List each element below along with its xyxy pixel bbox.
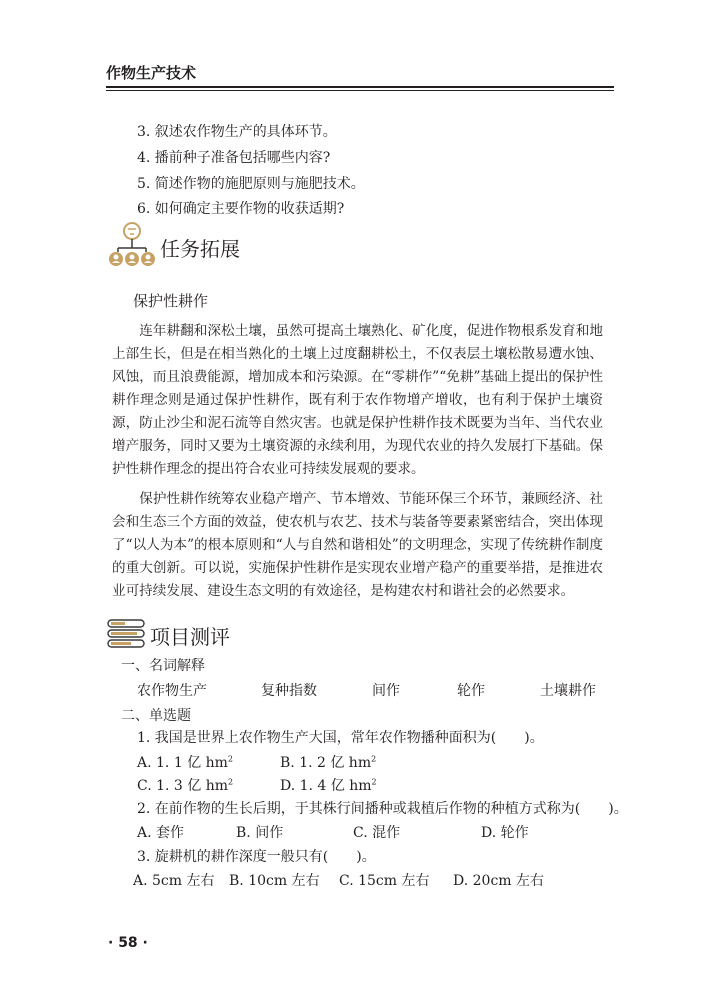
question-stem: 3. 旋耕机的耕作深度一般只有( )。	[137, 849, 376, 865]
article-subtitle: 保护性耕作	[133, 292, 209, 310]
question-item: 3. 叙述农作物生产的具体环节。	[137, 124, 337, 140]
choice-option: C. 混作	[353, 825, 401, 841]
question-stem: 2. 在前作物的生长后期，于其株行间播种或栽植后作物的种植方式称为( )。	[137, 801, 628, 817]
question-item: 5. 简述作物的施肥原则与施肥技术。	[137, 176, 365, 192]
question-item: 6. 如何确定主要作物的收获适期?	[137, 201, 345, 217]
term-list	[137, 680, 607, 700]
choice-option: B. 1. 2 亿 $hm^2$	[280, 754, 377, 771]
term-item: 间作	[372, 683, 400, 699]
section-heading-task-extension: 任务拓展	[160, 237, 240, 261]
choice-option: B. 间作	[236, 825, 284, 841]
choice-option: C. 15cm 左右	[339, 873, 430, 889]
part-title-single-choice: 二、单选题	[121, 708, 191, 724]
choice-option: A. 5cm 左右	[133, 873, 215, 889]
question-stem: 1. 我国是世界上农作物生产大国，常年农作物播种面积为( )。	[137, 730, 544, 746]
part-title-definitions: 一、名词解释	[121, 658, 205, 674]
choice-option: A. 套作	[137, 825, 185, 841]
choice-option: D. 1. 4 亿 $hm^2$	[280, 777, 377, 794]
choice-option: A. 1. 1 亿 $hm^2$	[137, 754, 234, 771]
section-heading-project-eval: 项目测评	[150, 625, 230, 649]
term-item: 土壤耕作	[540, 683, 596, 699]
choice-option: C. 1. 3 亿 $hm^2$	[137, 777, 234, 794]
page-number: · 58 ·	[108, 935, 148, 951]
choice-option: D. 轮作	[481, 825, 529, 841]
term-item: 复种指数	[261, 683, 317, 699]
header-rule-thin	[106, 90, 614, 91]
term-item: 轮作	[457, 683, 485, 699]
body-paragraph: 保护性耕作统筹农业稳产增产、节本增效、节能环保三个环节，兼顾经济、社会和生态三个方面的效益，使农机与农艺、技术与装备等要素紧密结合，突出体现了“以人为本”的根本原则和“人与自然和谐相处”的文明理念，实现了传统耕作制度的重大创新。可以说，实施保护性耕作是实现农业增产稳产的重要举措，是推进农业可持续发展、建设生态文明的有效途径，是构建农村和谐社会的必然要求。	[112, 491, 603, 599]
choice-option: D. 20cm 左右	[453, 873, 545, 889]
question-item: 4. 播前种子准备包括哪些内容?	[137, 150, 331, 166]
body-paragraph: 连年耕翻和深松土壤，虽然可提高土壤熟化、矿化度，促进作物根系发育和地上部生长，但是在相当熟化的土壤上过度翻耕松土，不仅表层土壤松散易遭水蚀、风蚀，而且浪费能源，增加成本和污染源。在“零耕作”“免耕”基础上提出的保护性耕作理念则是通过保护性耕作，既有利于农作物增产增收，也有利于保护土壤资源，防止沙尘和泥石流等自然灾害。也就是保护性耕作技术既要为当年、当代农业增产服务，同时又要为土壤资源的永续利用，为现代农业的持久发展打下基础。保护性耕作理念的提出符合农业可持续发展观的要求。	[112, 323, 603, 477]
people-network-icon	[106, 220, 158, 270]
books-icon	[107, 618, 147, 650]
choice-option: B. 10cm 左右	[229, 873, 320, 889]
header-rule	[106, 86, 614, 88]
term-item: 农作物生产	[137, 683, 207, 699]
header-title: 作物生产技术	[106, 64, 197, 82]
